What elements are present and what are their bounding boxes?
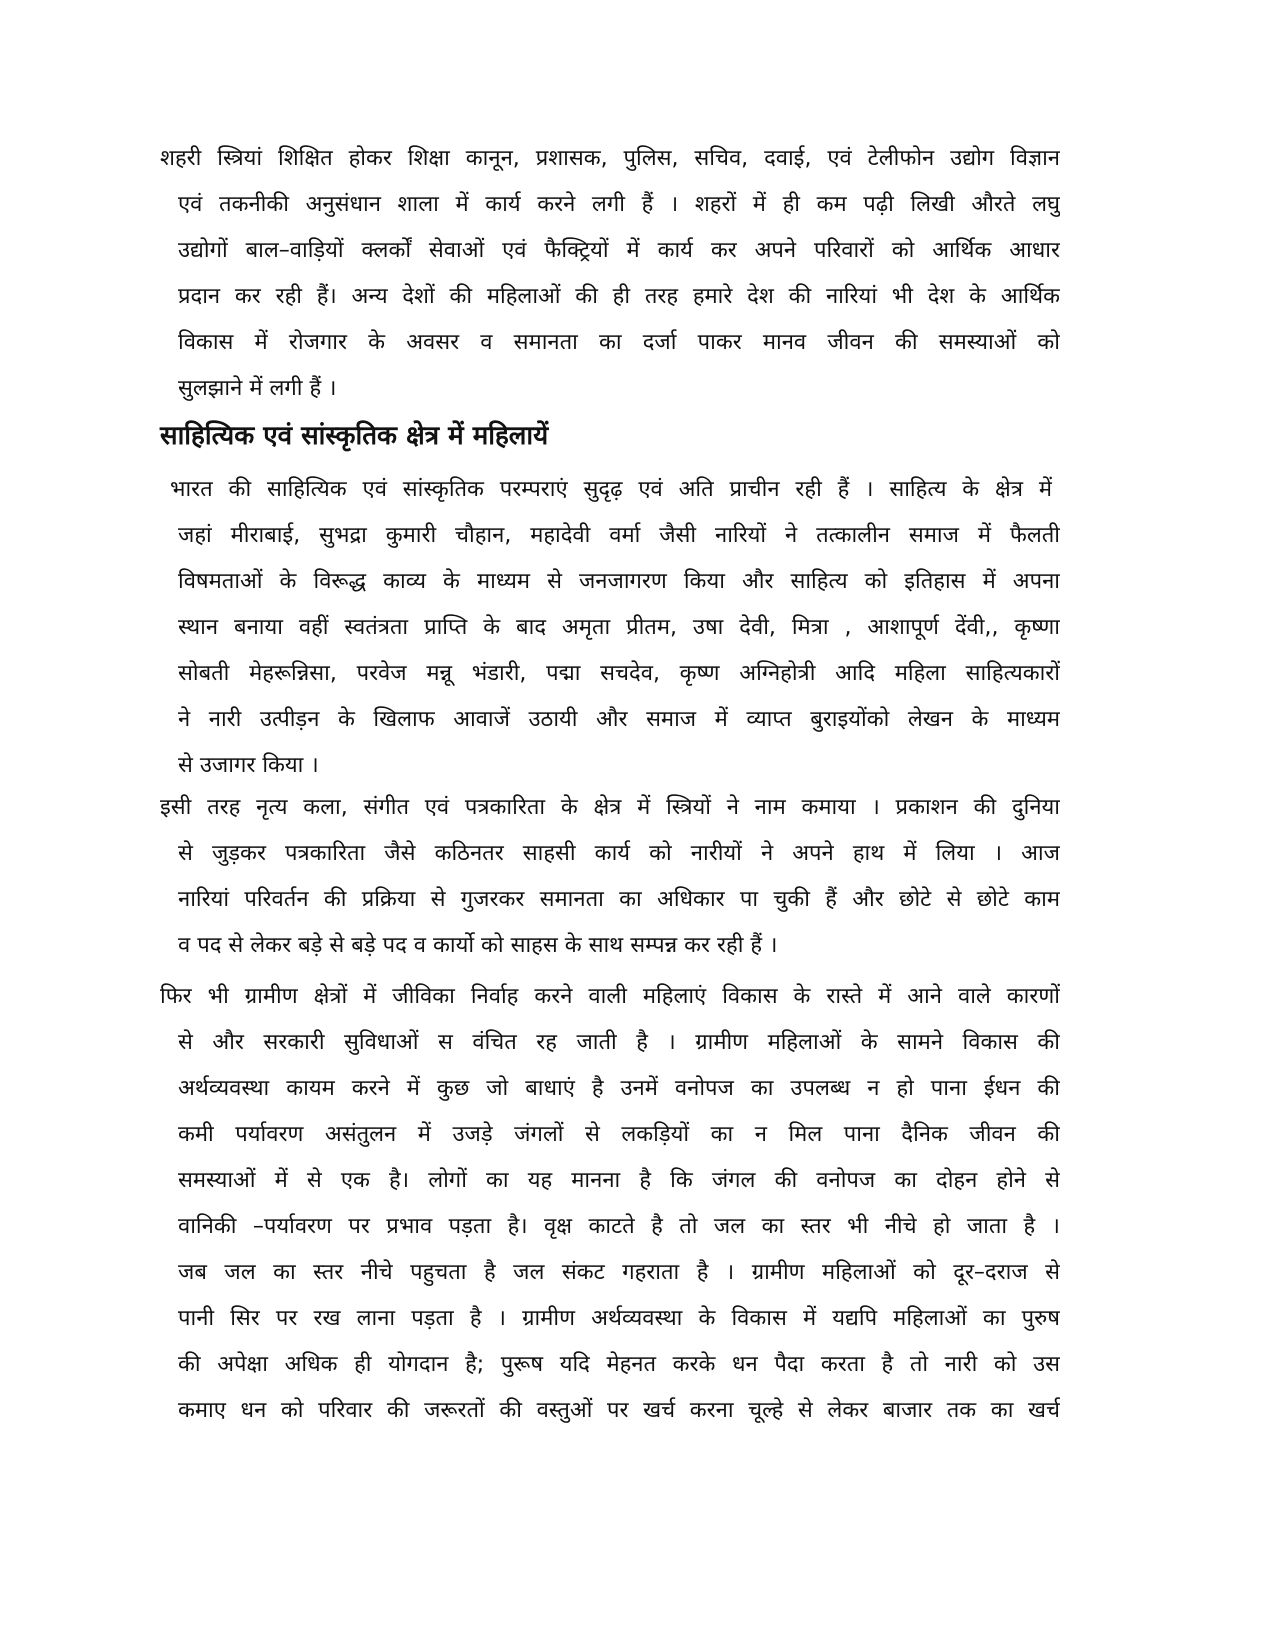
text-line: से जुड़कर पत्रकारिता जैसे कठिनतर साहसी कार्य को नारीयों ने अपने हाथ में लिया । आज	[178, 841, 1060, 866]
text-line: भारत की साहित्यिक एवं सांस्कृतिक परम्पराएं सुदृढ़ एवं अति प्राचीन रही हैं । साहित्य के क्षेत्र में	[170, 477, 1052, 502]
text-line: फिर भी ग्रामीण क्षेत्रों में जीविका निर्वाह करने वाली महिलाएं विकास के रास्ते में आने वाले कारणों	[160, 984, 1060, 1009]
paragraph-urban-women	[160, 136, 1060, 412]
text-line: स्थान बनाया वहीं स्वतंत्रता प्राप्ति के बाद अमृता प्रीतम, उषा देवी, मित्रा , आशापूर्ण देंवी,, कृष्णा	[178, 615, 1060, 640]
text-line: से और सरकारी सुविधाओं स वंचित रह जाती है । ग्रामीण महिलाओं के सामने विकास की	[178, 1030, 1060, 1055]
text-line: व पद से लेकर बड़े से बड़े पद व कार्यो को साहस के साथ सम्पन्न कर रही हैं ।	[178, 933, 778, 958]
text-line: उद्योगों बाल–वाड़ियों क्लर्कों सेवाओं एवं फैक्ट्रियों में कार्य कर अपने परिवारों को आर्थिक आधार	[178, 238, 1060, 263]
text-line: समस्याओं में से एक है। लोगों का यह मानना है कि जंगल की वनोपज का दोहन होने से	[178, 1168, 1060, 1193]
text-line: इसी तरह नृत्य कला, संगीत एवं पत्रकारिता के क्षेत्र में स्त्रियों ने नाम कमाया । प्रकाशन की दुनिया	[160, 795, 1060, 820]
text-line: पानी सिर पर रख लाना पड़ता है । ग्रामीण अर्थव्यवस्था के विकास में यद्यपि महिलाओं का पुरुष	[178, 1306, 1060, 1331]
text-line: विकास में रोजगार के अवसर व समानता का दर्जा पाकर मानव जीवन की समस्याओं को	[178, 330, 1060, 355]
text-line: शहरी स्त्रियां शिक्षित होकर शिक्षा कानून, प्रशासक, पुलिस, सचिव, दवाई, एवं टेलीफोन उद्योग विज्ञान	[160, 146, 1060, 171]
text-line: की अपेक्षा अधिक ही योगदान है; पुरूष यदि मेहनत करके धन पैदा करता है तो नारी को उस	[178, 1352, 1060, 1377]
text-line: सोबती मेहरून्निसा, परवेज मन्नू भंडारी, पद्मा सचदेव, कृष्ण अग्निहोत्री आदि महिला साहित्यकारों	[178, 661, 1060, 686]
paragraph-literature	[160, 467, 1060, 789]
text-line: प्रदान कर रही हैं। अन्य देशों की महिलाओं की ही तरह हमारे देश की नारियां भी देश के आर्थिक	[178, 284, 1060, 309]
text-line: जब जल का स्तर नीचे पहुचता है जल संकट गहराता है । ग्रामीण महिलाओं को दूर–दराज से	[178, 1260, 1060, 1285]
text-line: जहां मीराबाई, सुभद्रा कुमारी चौहान, महादेवी वर्मा जैसी नारियों ने तत्कालीन समाज में फैलती	[178, 523, 1060, 548]
text-line: एवं तकनीकी अनुसंधान शाला में कार्य करने लगी हैं । शहरों में ही कम पढ़ी लिखी औरते लघु	[178, 192, 1060, 217]
text-line: सुलझाने में लगी हैं ।	[178, 376, 337, 401]
paragraph-arts-journalism	[160, 785, 1060, 969]
section-heading: साहित्यिक एवं सांस्कृतिक क्षेत्र में महिलायें	[160, 421, 549, 451]
text-line: कमाए धन को परिवार की जरूरतों की वस्तुओं पर खर्च करना चूल्हे से लेकर बाजार तक का खर्च	[178, 1398, 1060, 1423]
text-line: से उजागर किया ।	[178, 753, 319, 778]
text-line: वानिकी –पर्यावरण पर प्रभाव पड़ता है। वृक्ष काटते है तो जल का स्तर भी नीचे हो जाता है ।	[178, 1214, 1060, 1239]
text-line: ने नारी उत्पीड़न के खिलाफ आवाजें उठायी और समाज में व्याप्त बुराइयोंको लेखन के माध्यम	[178, 707, 1060, 732]
text-line: अर्थव्यवस्था कायम करने में कुछ जो बाधाएं है उनमें वनोपज का उपलब्ध न हो पाना ईधन की	[178, 1076, 1060, 1101]
text-line: नारियां परिवर्तन की प्रक्रिया से गुजरकर समानता का अधिकार पा चुकी हैं और छोटे से छोटे काम	[178, 887, 1060, 912]
text-line: विषमताओं के विरूद्ध काव्य के माध्यम से जनजागरण किया और साहित्य को इतिहास में अपना	[178, 569, 1060, 594]
paragraph-rural-women	[160, 974, 1060, 1434]
text-line: कमी पर्यावरण असंतुलन में उजड़े जंगलों से लकड़ियों का न मिल पाना दैनिक जीवन की	[178, 1122, 1060, 1147]
